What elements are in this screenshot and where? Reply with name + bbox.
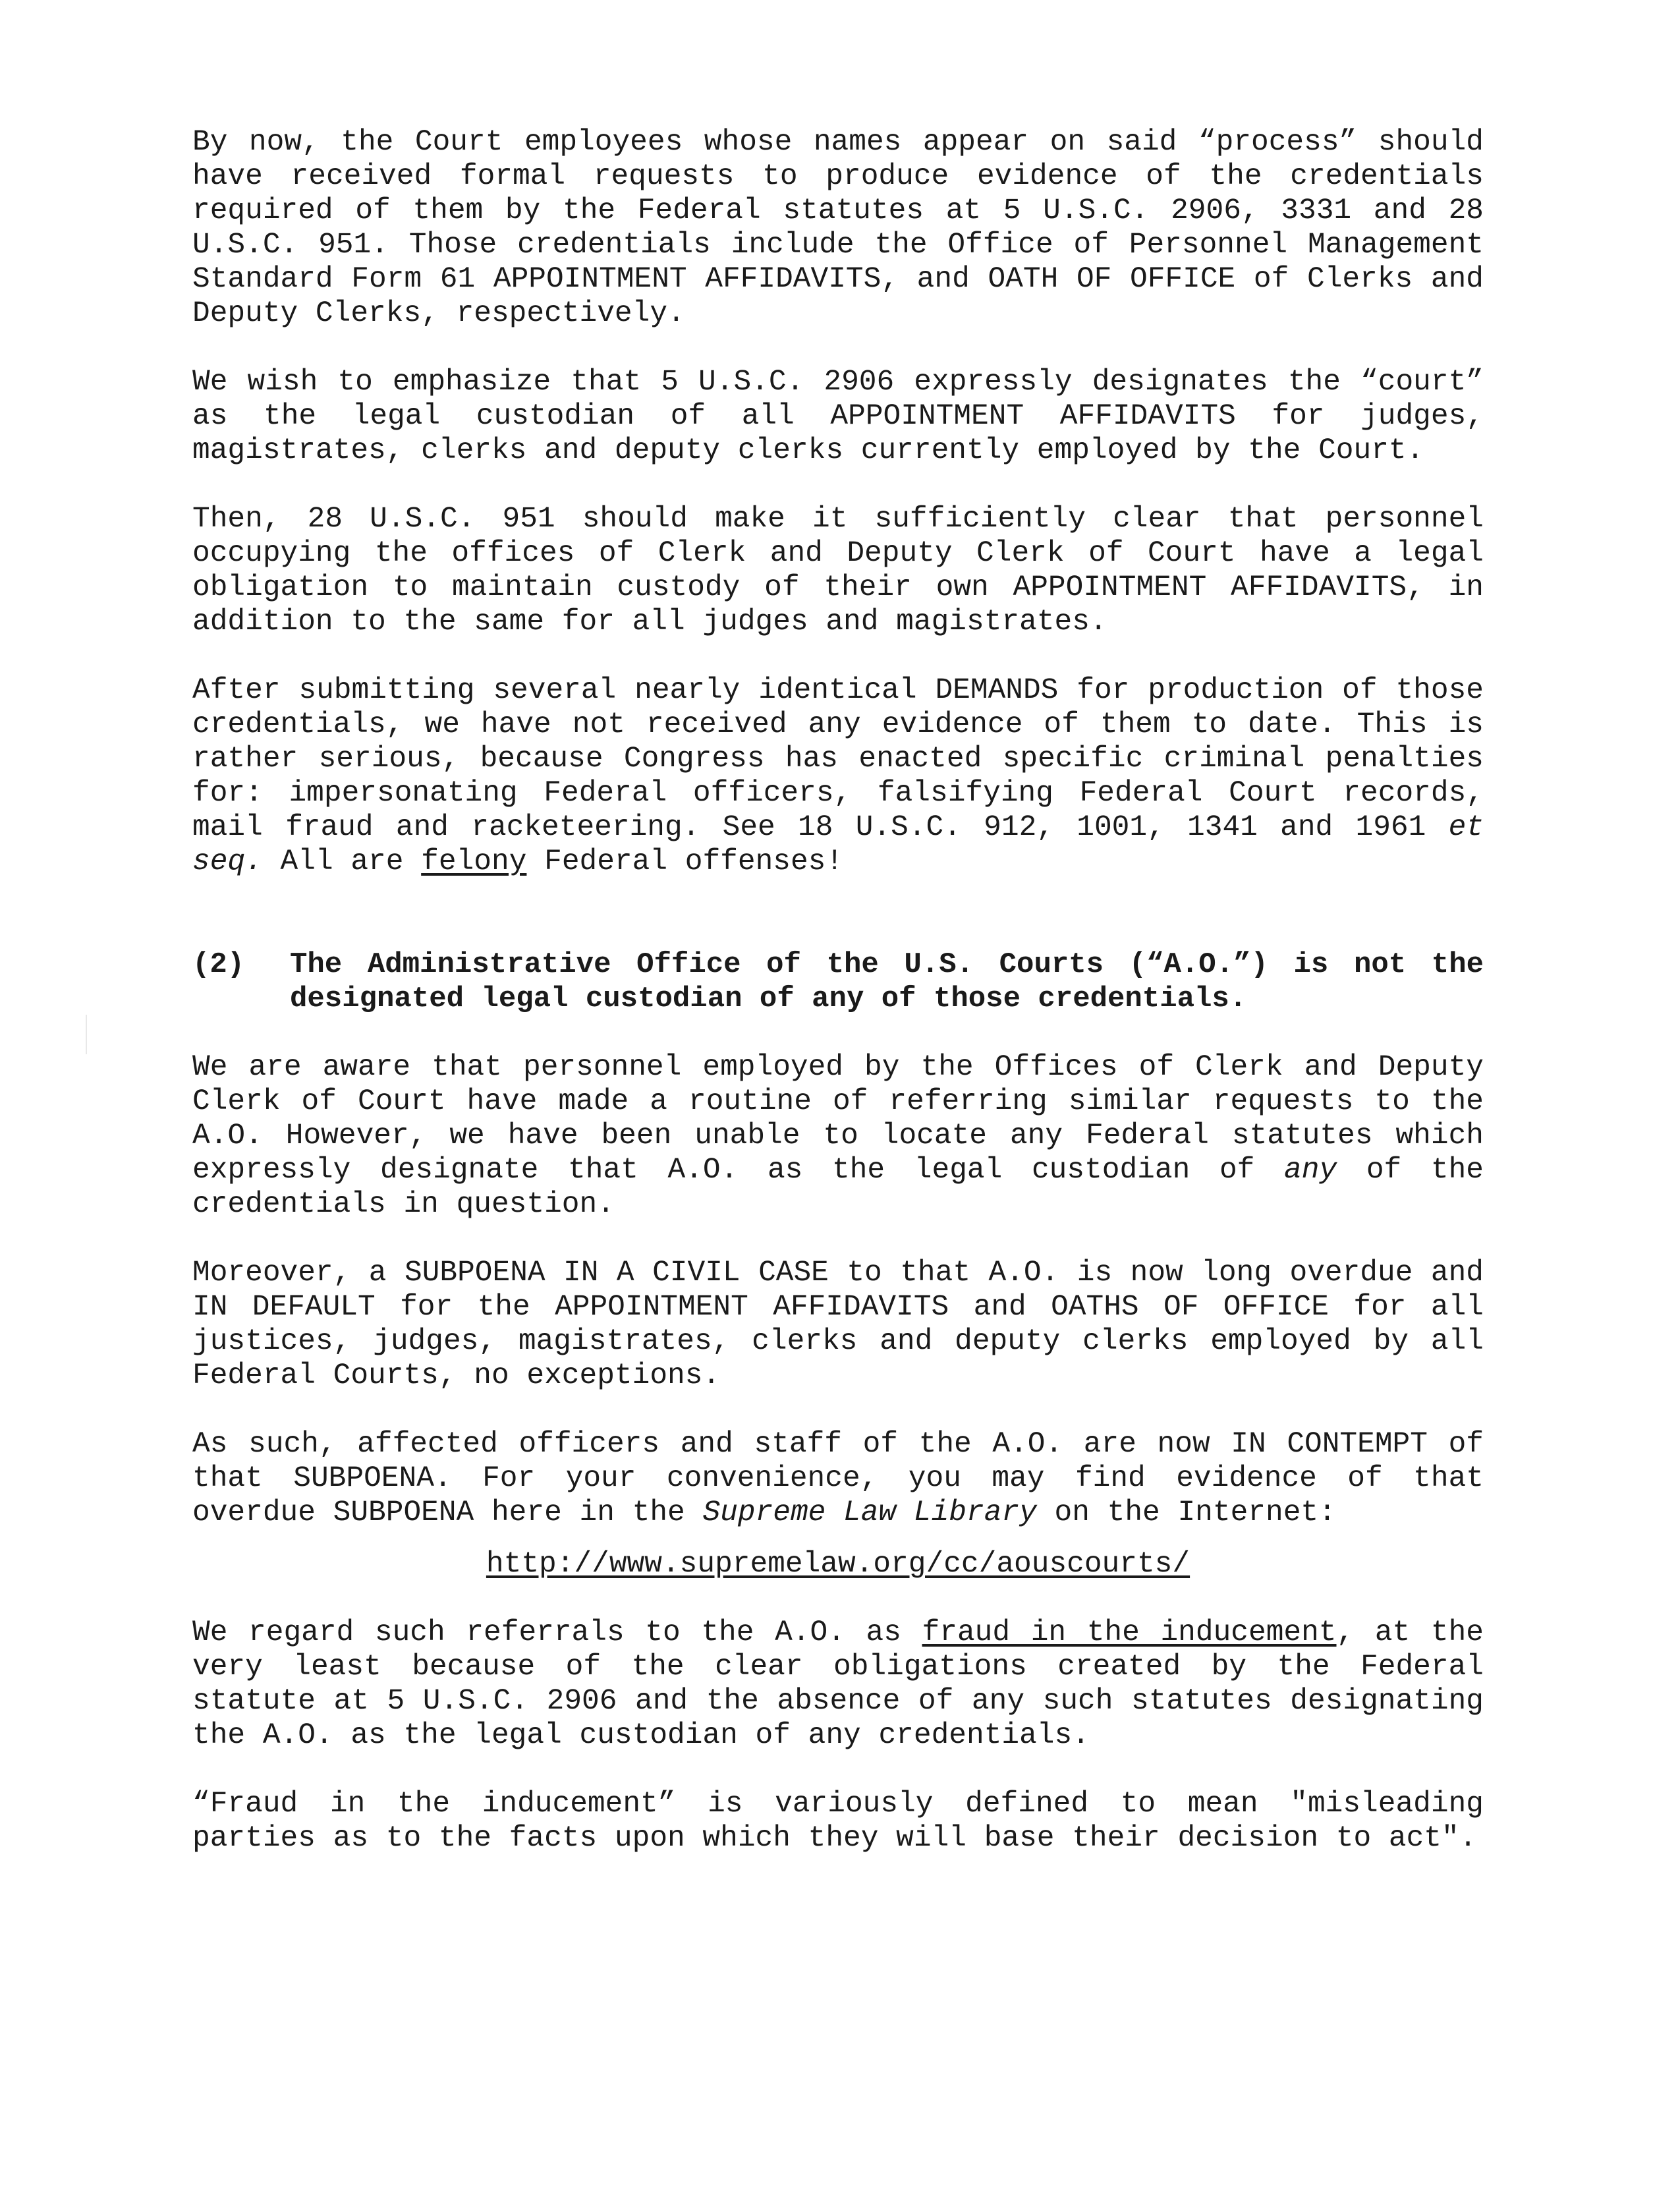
italic-any: any [1284, 1154, 1337, 1187]
text-segment: After submitting several nearly identical DEMANDS for production of those credentials, we have not received any evidence of them to date. This is rather serious, because Congress has enacted specific criminal penalties for: impersonating Federal officers, falsifying Federal Court records, mail fraud and racketeering. See 18 U.S.C. 912, 1001, 1341 and 1961 [192, 674, 1484, 844]
document-page [192, 125, 1484, 1890]
paragraph-credentials-requests: By now, the Court employees whose names appear on said “process” should have received formal requests to produce evidence of the credentials required of them by the Federal statutes at 5 U.S.C. 2906, 3331 and 28 U.S.C. 951. Those credentials include the Office of Personnel Management Standard Form 61 APPOINTMENT AFFIDAVITS, and OATH OF OFFICE of Clerks and Deputy Clerks, respectively. [192, 126, 1484, 330]
paragraph-court-custodian: We wish to emphasize that 5 U.S.C. 2906 expressly designates the “court” as the legal custodian of all APPOINTMENT AFFIDAVITS for judges, magistrates, clerks and deputy clerks currently employed by the Court. [192, 366, 1484, 467]
text-segment: We regard such referrals to the A.O. as [192, 1616, 922, 1649]
text-segment: All are [262, 845, 422, 878]
paragraph-demands-criminal-penalties [192, 673, 1484, 879]
paragraph-contempt [192, 1427, 1484, 1530]
text-segment: on the Internet: [1036, 1496, 1336, 1529]
paragraph-subpoena-default: Moreover, a SUBPOENA IN A CIVIL CASE to that A.O. is now long overdue and IN DEFAULT for the APPOINTMENT AFFIDAVITS and OATHS OF OFFICE for all justices, judges, magistrates, clerks and deputy clerks employed by all Federal Courts, no exceptions. [192, 1257, 1484, 1392]
section-number: (2) [192, 948, 245, 981]
underlined-felony: felony [421, 845, 527, 878]
text-segment: of the credentials in question. [192, 1154, 1484, 1221]
text-segment: , at the very least because of the clear obligations created by the Federal statute at 5 U.S.C. 2906 and the absence of any such statutes designating the A.O. as the legal custodian of any credentials. [192, 1616, 1484, 1752]
italic-supreme-law-library: Supreme Law Library [702, 1496, 1037, 1529]
paragraph-fraud-inducement [192, 1616, 1484, 1753]
paragraph-fraud-definition: “Fraud in the inducement” is variously defined to mean "misleading parties as to the facts upon which they will base their decision to act". [192, 1788, 1484, 1855]
text-segment: As such, affected officers and staff of the A.O. are now IN CONTEMPT of that SUBPOENA. For your convenience, you may find evidence of that overdue SUBPOENA here in the [192, 1428, 1484, 1529]
text-segment: We are aware that personnel employed by the Offices of Clerk and Deputy Clerk of Court have made a routine of referring similar requests to the A.O. However, we have been unable to locate any Federal statutes which expressly designate that A.O. as the legal custodian of [192, 1051, 1484, 1187]
paragraph-referrals-to-ao [192, 1050, 1484, 1222]
scan-artifact [86, 1015, 87, 1054]
text-segment: Federal offenses! [526, 845, 844, 878]
italic-et-seq: et seq. [192, 811, 1484, 878]
underlined-fraud-in-the-inducement: fraud in the inducement [922, 1616, 1337, 1649]
subpoena-link-line [192, 1547, 1484, 1581]
section-title: The Administrative Office of the U.S. Courts (“A.O.”) is not the designated legal custodian of any of those credentials. [290, 948, 1484, 1015]
paragraph-clerk-obligation: Then, 28 U.S.C. 951 should make it sufficiently clear that personnel occupying the offices of Clerk and Deputy Clerk of Court have a legal obligation to maintain custody of their own APPOINTMENT AFFIDAVITS, in addition to the same for all judges and magistrates. [192, 503, 1484, 638]
section-heading-2 [192, 948, 1484, 1016]
subpoena-url-link[interactable]: http://www.supremelaw.org/cc/aouscourts/ [486, 1548, 1190, 1581]
